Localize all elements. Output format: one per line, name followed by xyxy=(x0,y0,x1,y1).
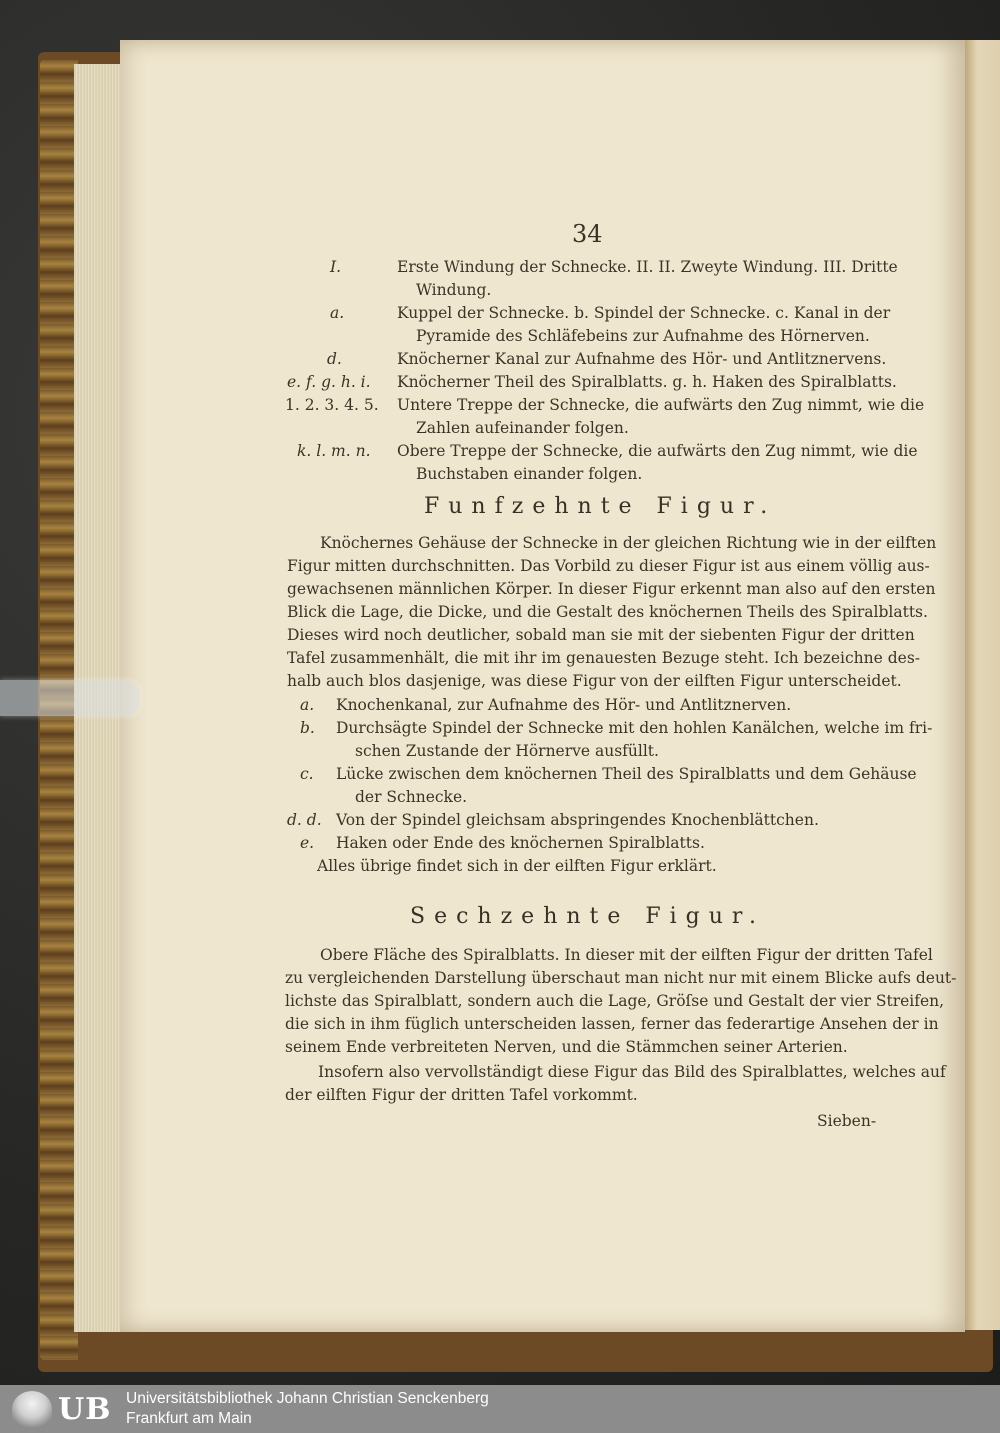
paragraph-line: Blick die Lage, die Dicke, und die Gestalt des knöchernen Theils des Spiralblatts. xyxy=(287,603,928,621)
item-text: Von der Spindel gleichsam abspringendes Knochenblättchen. xyxy=(336,811,819,829)
legend-text-cont: Buchstaben einander folgen. xyxy=(416,465,643,483)
legend-key: k. l. m. n. xyxy=(297,442,371,460)
closing-line: Alles übrige findet sich in der eilften Figur erklärt. xyxy=(317,857,717,875)
paragraph-line: lichste das Spiralblatt, sondern auch die Lage, Gröſse und Gestalt der vier Streifen, xyxy=(285,992,945,1010)
logo-text: UB xyxy=(58,1391,112,1427)
paragraph-line: Tafel zusammenhält, die mit ihr im genauesten Bezuge steht. Ich bezeichne des- xyxy=(287,649,921,667)
legend-key: a. xyxy=(330,304,345,322)
paragraph-line: zu vergleichenden Darstellung überschaut man nicht nur mit einem Blicke aufs deut- xyxy=(285,969,957,987)
footer-line-1: Universitätsbibliothek Johann Christian Senckenberg xyxy=(126,1390,489,1407)
legend-text-cont: Pyramide des Schläfebeins zur Aufnahme des Hörnerven. xyxy=(416,327,870,345)
footer-bar xyxy=(0,1385,1000,1433)
item-text: Knochenkanal, zur Aufnahme des Hör- und Antlitznerven. xyxy=(336,696,792,714)
legend-text: Knöcherner Theil des Spiralblatts. g. h. Haken des Spiralblatts. xyxy=(397,373,897,391)
page-clip xyxy=(0,680,140,716)
catchword: Sieben- xyxy=(817,1112,877,1130)
section-heading: Funfzehnte Figur. xyxy=(424,494,777,519)
legend-key: d. xyxy=(327,350,342,368)
page-content xyxy=(120,40,965,1332)
paragraph-line: Figur mitten durchschnitten. Das Vorbild zu dieser Figur ist aus einem völlig aus- xyxy=(287,557,930,575)
facing-page-edge xyxy=(962,40,1000,1330)
item-key: b. xyxy=(300,719,315,737)
legend-text: Knöcherner Kanal zur Aufnahme des Hör- und Antlitznervens. xyxy=(397,350,887,368)
section-heading: Sechzehnte Figur. xyxy=(410,904,766,929)
legend-key: e. f. g. h. i. xyxy=(287,373,371,391)
paragraph-line: der eilften Figur der dritten Tafel vorkommt. xyxy=(285,1086,638,1104)
legend-text-cont: Windung. xyxy=(416,281,492,299)
item-key: c. xyxy=(300,765,314,783)
legend-key: I. xyxy=(330,258,342,276)
paragraph-line: die sich in ihm füglich unterscheiden lassen, ferner das federartige Ansehen der in xyxy=(285,1015,939,1033)
legend-text: Untere Treppe der Schnecke, die aufwärts den Zug nimmt, wie die xyxy=(397,396,925,414)
page-number: 34 xyxy=(572,220,603,248)
paragraph-line: seinem Ende verbreiteten Nerven, und die Stämmchen seiner Arterien. xyxy=(285,1038,848,1056)
footer-line-2: Frankfurt am Main xyxy=(126,1410,252,1427)
legend-text-cont: Zahlen aufeinander folgen. xyxy=(416,419,629,437)
legend-text: Obere Treppe der Schnecke, die aufwärts den Zug nimmt, wie die xyxy=(397,442,918,460)
legend-key: 1. 2. 3. 4. 5. xyxy=(285,396,379,414)
item-key: a. xyxy=(300,696,315,714)
paragraph-line: Dieses wird noch deutlicher, sobald man sie mit der siebenten Figur der dritten xyxy=(287,626,915,644)
item-text-cont: der Schnecke. xyxy=(355,788,468,806)
library-logo xyxy=(12,1391,112,1427)
paragraph-line: Obere Fläche des Spiralblatts. In dieser mit der eilften Figur der dritten Tafel xyxy=(320,946,933,964)
item-key: e. xyxy=(300,834,315,852)
item-text: Haken oder Ende des knöchernen Spiralblatts. xyxy=(336,834,705,852)
item-text-cont: schen Zustande der Hörnerve ausfüllt. xyxy=(355,742,659,760)
paragraph-line: Knöchernes Gehäuse der Schnecke in der gleichen Richtung wie in der eilften xyxy=(320,534,937,552)
paragraph-line: Insofern also vervollständigt diese Figur das Bild des Spiralblattes, welches auf xyxy=(318,1063,946,1081)
item-key: d. d. xyxy=(287,811,322,829)
legend-text: Kuppel der Schnecke. b. Spindel der Schnecke. c. Kanal in der xyxy=(397,304,891,322)
paragraph-line: halb auch blos dasjenige, was diese Figur von der eilften Figur unterscheidet. xyxy=(287,672,902,690)
portrait-icon xyxy=(12,1391,52,1427)
footer-caption xyxy=(126,1389,489,1429)
legend-text: Erste Windung der Schnecke. II. II. Zweyte Windung. III. Dritte xyxy=(397,258,898,276)
item-text: Durchsägte Spindel der Schnecke mit den hohlen Kanälchen, welche im fri- xyxy=(336,719,933,737)
paragraph-line: gewachsenen männlichen Körper. In dieser Figur erkennt man also auf den ersten xyxy=(287,580,936,598)
book-page xyxy=(120,40,965,1332)
item-text: Lücke zwischen dem knöchernen Theil des Spiralblatts und dem Gehäuse xyxy=(336,765,917,783)
